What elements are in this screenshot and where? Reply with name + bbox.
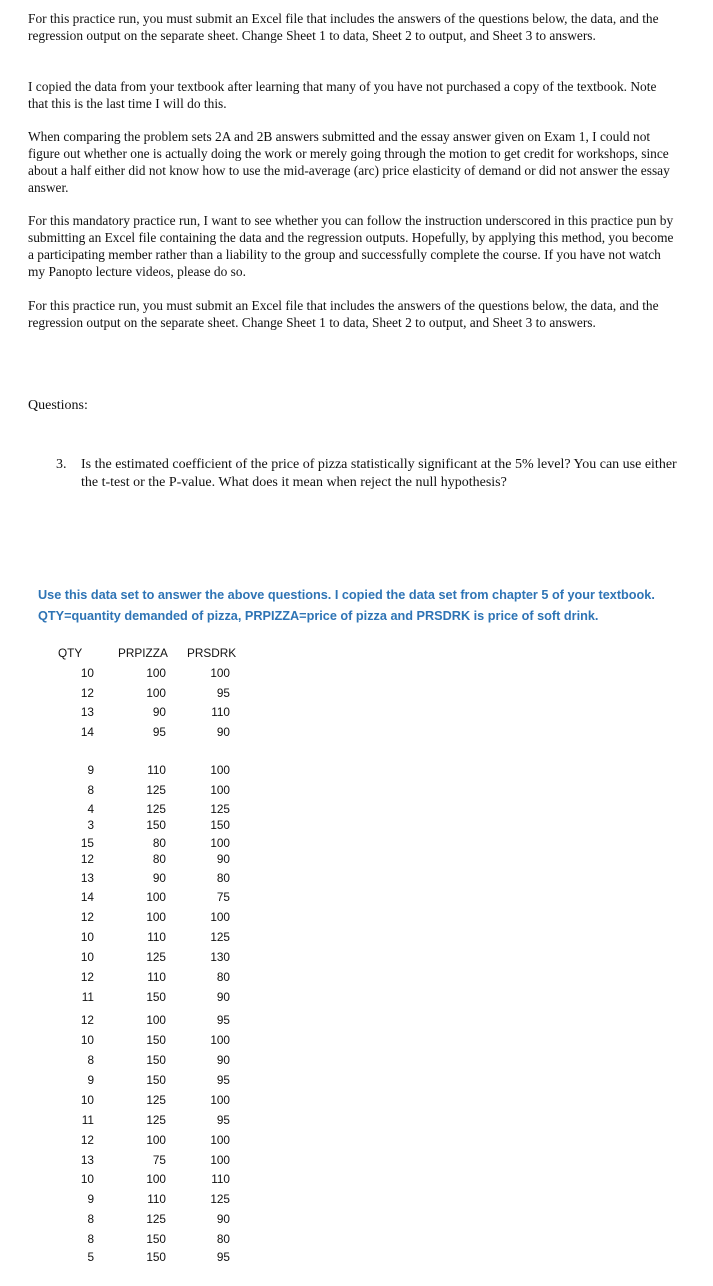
cell-prpizza: 150 xyxy=(146,1053,166,1067)
cell-qty: 8 xyxy=(87,1053,94,1067)
cell-prpizza: 100 xyxy=(146,686,166,700)
cell-prpizza: 150 xyxy=(146,818,166,832)
paragraph-mandatory-practice: For this mandatory practice run, I want to see whether you can follow the instruction underscored in this practice pun by submitting an Excel file containing the data and the regression outputs. Hopefully, by applying this method, you become a participating member rather than a liability to the group and successfully complete the course. If you have not watch my Panopto lecture videos, please do so. xyxy=(28,213,674,279)
cell-prpizza: 110 xyxy=(147,970,166,984)
cell-qty: 3 xyxy=(87,818,94,832)
column-header-qty: QTY xyxy=(58,646,83,660)
cell-qty: 14 xyxy=(80,890,94,904)
cell-qty: 13 xyxy=(80,705,94,719)
paragraph-instructions-repeat: For this practice run, you must submit an Excel file that includes the answers of the questions below, the data, and the regression output on the separate sheet. Change Sheet 1 to data, Sheet 2 to output, and Sheet 3 to answers. xyxy=(28,298,659,330)
question-text: Is the estimated coefficient of the price of pizza statistically significant at the 5% level? You can use either the t-test or the P-value. What does it mean when reject the null hypothesis? xyxy=(81,457,677,490)
cell-prsdrk: 100 xyxy=(210,1093,230,1107)
cell-qty: 8 xyxy=(87,783,94,797)
cell-prsdrk: 75 xyxy=(216,890,230,904)
cell-prsdrk: 90 xyxy=(216,990,230,1004)
cell-prpizza: 100 xyxy=(146,890,166,904)
cell-prpizza: 100 xyxy=(146,1172,166,1186)
cell-prpizza: 90 xyxy=(152,871,166,885)
cell-qty: 13 xyxy=(80,1153,94,1167)
cell-prpizza: 150 xyxy=(146,1073,166,1087)
cell-prsdrk: 100 xyxy=(210,763,230,777)
cell-qty: 10 xyxy=(80,666,94,680)
cell-prsdrk: 100 xyxy=(210,910,230,924)
cell-prpizza: 100 xyxy=(146,910,166,924)
cell-prsdrk: 125 xyxy=(210,930,230,944)
column-header-prpizza: PRPIZZA xyxy=(118,646,168,660)
cell-prpizza: 150 xyxy=(146,1232,166,1246)
cell-qty: 10 xyxy=(80,1093,94,1107)
data-set-note: Use this data set to answer the above questions. I copied the data set from chapter 5 of your textbook. QTY=quantity demanded of pizza, PRPIZZA=price of pizza and PRSDRK is price of soft drink. xyxy=(38,588,655,623)
cell-qty: 12 xyxy=(80,970,94,984)
cell-qty: 5 xyxy=(87,1250,94,1264)
cell-prpizza: 125 xyxy=(146,1093,166,1107)
cell-qty: 12 xyxy=(80,852,94,866)
question-number: 3. xyxy=(56,457,67,472)
cell-prsdrk: 100 xyxy=(210,666,230,680)
cell-qty: 14 xyxy=(80,725,94,739)
paragraph-instructions: For this practice run, you must submit an Excel file that includes the answers of the questions below, the data, and the regression output on the separate sheet. Change Sheet 1 to data, Sheet 2 to output, and Sheet 3 to answers. xyxy=(28,11,659,43)
cell-prpizza: 125 xyxy=(146,1113,166,1127)
cell-prsdrk: 95 xyxy=(216,1073,230,1087)
cell-prpizza: 125 xyxy=(146,802,166,816)
cell-prsdrk: 95 xyxy=(216,686,230,700)
column-header-prsdrk: PRSDRK xyxy=(187,646,237,660)
cell-prsdrk: 80 xyxy=(216,970,230,984)
cell-prpizza: 125 xyxy=(146,950,166,964)
cell-qty: 9 xyxy=(87,1073,94,1087)
cell-prsdrk: 110 xyxy=(211,1172,230,1186)
cell-qty: 11 xyxy=(81,1113,94,1127)
question-item xyxy=(56,456,681,492)
cell-prpizza: 75 xyxy=(152,1153,166,1167)
cell-prpizza: 110 xyxy=(147,763,166,777)
cell-qty: 11 xyxy=(81,990,94,1004)
cell-prsdrk: 100 xyxy=(210,836,230,850)
cell-qty: 12 xyxy=(80,910,94,924)
cell-prsdrk: 100 xyxy=(210,1153,230,1167)
cell-prsdrk: 100 xyxy=(210,1033,230,1047)
cell-qty: 10 xyxy=(80,930,94,944)
cell-prsdrk: 80 xyxy=(216,871,230,885)
cell-prsdrk: 95 xyxy=(216,1250,230,1264)
cell-prsdrk: 90 xyxy=(216,1053,230,1067)
cell-prsdrk: 100 xyxy=(210,1133,230,1147)
cell-prpizza: 150 xyxy=(146,990,166,1004)
paragraph-textbook-note: I copied the data from your textbook after learning that many of you have not purchased a copy of the textbook. Note that this is the last time I will do this. xyxy=(28,79,657,111)
cell-qty: 8 xyxy=(87,1212,94,1226)
cell-prsdrk: 95 xyxy=(216,1013,230,1027)
cell-qty: 10 xyxy=(80,1172,94,1186)
cell-prpizza: 110 xyxy=(147,930,166,944)
cell-prsdrk: 150 xyxy=(210,818,230,832)
cell-prpizza: 150 xyxy=(146,1033,166,1047)
cell-prsdrk: 80 xyxy=(216,1232,230,1246)
cell-prsdrk: 100 xyxy=(210,783,230,797)
cell-qty: 12 xyxy=(80,1133,94,1147)
cell-qty: 4 xyxy=(87,802,94,816)
cell-qty: 9 xyxy=(87,1192,94,1206)
cell-qty: 9 xyxy=(87,763,94,777)
cell-prpizza: 80 xyxy=(152,852,166,866)
cell-prpizza: 110 xyxy=(147,1192,166,1206)
questions-heading: Questions: xyxy=(28,398,88,413)
cell-qty: 10 xyxy=(80,950,94,964)
cell-qty: 13 xyxy=(80,871,94,885)
cell-prpizza: 90 xyxy=(152,705,166,719)
cell-prsdrk: 90 xyxy=(216,852,230,866)
cell-prpizza: 150 xyxy=(146,1250,166,1264)
cell-qty: 12 xyxy=(80,686,94,700)
cell-prpizza: 100 xyxy=(146,666,166,680)
cell-prpizza: 125 xyxy=(146,783,166,797)
cell-prsdrk: 125 xyxy=(210,802,230,816)
cell-qty: 12 xyxy=(80,1013,94,1027)
cell-qty: 15 xyxy=(80,836,94,850)
cell-qty: 10 xyxy=(80,1033,94,1047)
cell-prsdrk: 125 xyxy=(210,1192,230,1206)
cell-prsdrk: 95 xyxy=(216,1113,230,1127)
cell-prpizza: 100 xyxy=(146,1133,166,1147)
cell-prpizza: 80 xyxy=(152,836,166,850)
cell-prsdrk: 90 xyxy=(216,1212,230,1226)
cell-prpizza: 95 xyxy=(152,725,166,739)
cell-prsdrk: 130 xyxy=(210,950,230,964)
cell-qty: 8 xyxy=(87,1232,94,1246)
paragraph-exam-comparison: When comparing the problem sets 2A and 2B answers submitted and the essay answer given on Exam 1, I could not figure out whether one is actually doing the work or merely going through the motion to get credit for workshops, since about a half either did not know how to use the mid-average (arc) price elasticity of demand or did not answer the essay answer. xyxy=(28,129,670,195)
cell-prpizza: 100 xyxy=(146,1013,166,1027)
cell-prsdrk: 90 xyxy=(216,725,230,739)
cell-prsdrk: 110 xyxy=(211,705,230,719)
cell-prpizza: 125 xyxy=(146,1212,166,1226)
